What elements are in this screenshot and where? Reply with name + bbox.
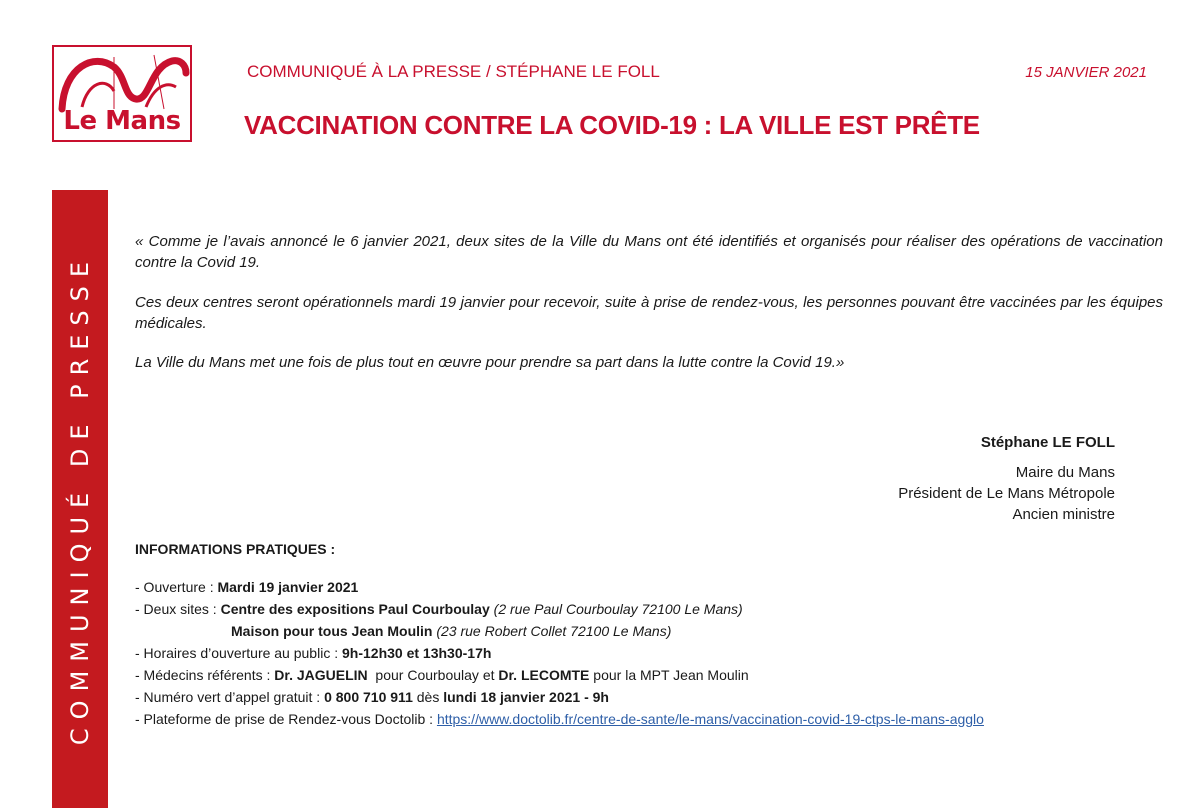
phone-date: lundi 18 janvier 2021 - 9h — [443, 689, 609, 705]
release-date: 15 JANVIER 2021 — [1025, 64, 1147, 81]
opening-value: Mardi 19 janvier 2021 — [217, 579, 359, 595]
site-2-name: Maison pour tous Jean Moulin — [231, 623, 433, 639]
site-1-address: (2 rue Paul Courboulay 72100 Le Mans) — [489, 601, 743, 617]
signatory-name: Stéphane LE FOLL — [980, 434, 1115, 451]
hours-value: 9h-12h30 et 13h30-17h — [342, 645, 492, 661]
hours-label: - Horaires d’ouverture au public : — [135, 645, 342, 661]
signatory-title-1: Maire du Mans — [1015, 464, 1115, 481]
doctor-1-suffix: pour Courboulay et — [367, 667, 499, 683]
sidebar-label: COMMUNIQUÉ DE PRESSE — [66, 252, 94, 746]
info-title: INFORMATIONS PRATIQUES : — [135, 541, 336, 557]
press-kicker: COMMUNIQUÉ À LA PRESSE / STÉPHANE LE FOLL — [247, 62, 660, 81]
info-hours — [135, 642, 1175, 664]
info-list — [135, 576, 1175, 730]
le-mans-logo — [52, 45, 192, 142]
info-opening — [135, 576, 1175, 598]
doctor-2: Dr. LECOMTE — [498, 667, 590, 683]
signatory-title-2: Président de Le Mans Métropole — [898, 485, 1115, 502]
paragraph-3: La Ville du Mans met une fois de plus tout en œuvre pour prendre sa part dans la lutte contre la Covid 19.» — [135, 354, 845, 371]
info-doctors — [135, 664, 1175, 686]
site-2-address: (23 rue Robert Collet 72100 Le Mans) — [432, 623, 672, 639]
logo-text: Le Mans — [63, 106, 181, 136]
signature-block — [898, 432, 1115, 525]
phone-number: 0 800 710 911 — [324, 689, 413, 705]
doctor-1: Dr. JAGUELIN — [274, 667, 368, 683]
phone-mid: dès — [412, 689, 444, 705]
info-sites — [135, 598, 1175, 620]
info-phone — [135, 686, 1175, 708]
sites-label: - Deux sites : — [135, 601, 221, 617]
phone-label: - Numéro vert d’appel gratuit : — [135, 689, 325, 705]
doctors-label: - Médecins référents : — [135, 667, 275, 683]
site-1-name: Centre des expositions Paul Courboulay — [220, 601, 490, 617]
press-sidebar — [52, 190, 108, 808]
headline: VACCINATION CONTRE LA COVID-19 : LA VILLE EST PRÊTE — [244, 110, 980, 140]
info-site-2 — [135, 620, 1175, 642]
info-platform — [135, 708, 1175, 730]
signatory-title-3: Ancien ministre — [1012, 506, 1115, 523]
doctor-2-suffix: pour la MPT Jean Moulin — [589, 667, 749, 683]
paragraph-1: « Comme je l’avais annoncé le 6 janvier 2021, deux sites de la Ville du Mans ont été identifiés et organisés pour réaliser des opérations de vaccination contre la Covid 19. — [135, 233, 1163, 271]
opening-label: - Ouverture : — [135, 579, 218, 595]
doctolib-link[interactable]: https://www.doctolib.fr/centre-de-sante/le-mans/vaccination-covid-19-ctps-le-mans-agglo — [436, 711, 984, 727]
paragraph-2: Ces deux centres seront opérationnels mardi 19 janvier pour recevoir, suite à prise de rendez-vous, les personnes pouvant être vaccinées par les équipes médicales. — [135, 294, 1163, 332]
platform-label: - Plateforme de prise de Rendez-vous Doctolib : — [135, 711, 437, 727]
